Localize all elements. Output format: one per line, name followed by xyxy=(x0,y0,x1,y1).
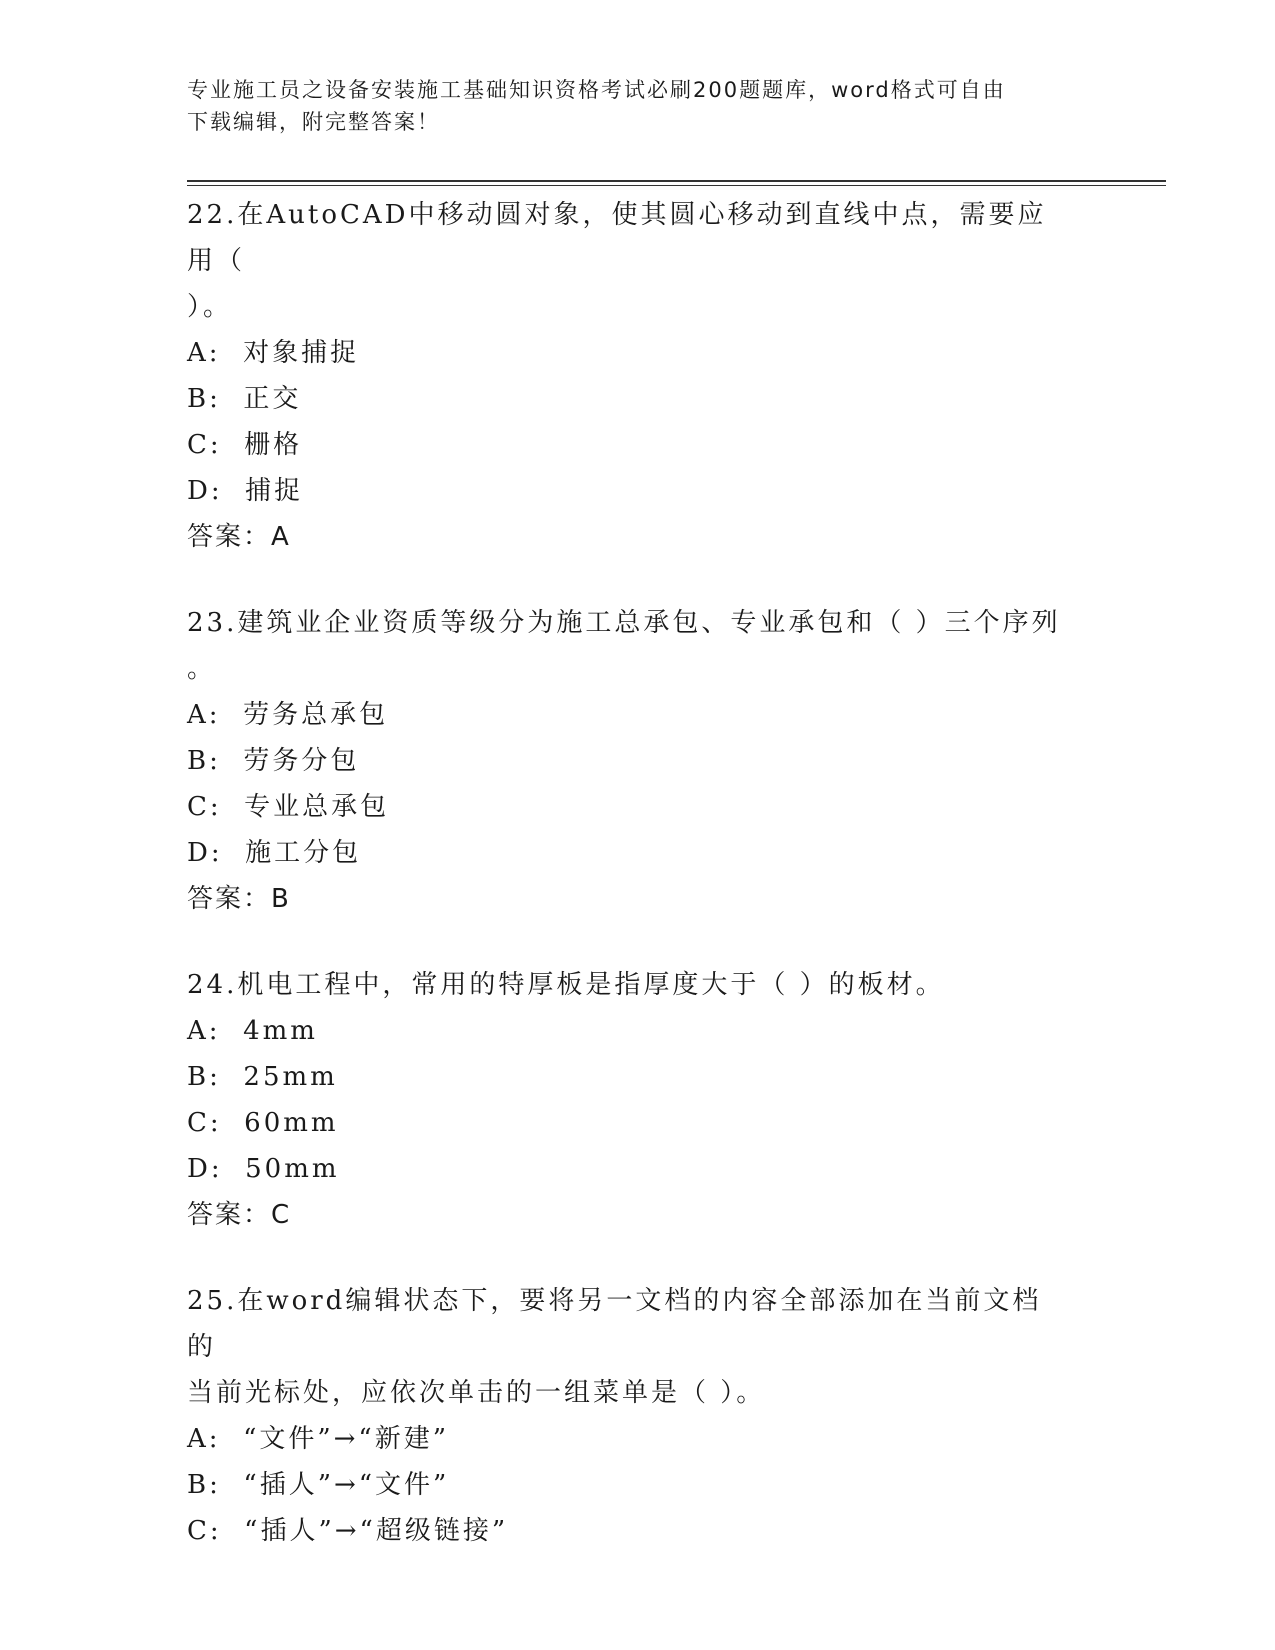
option-c: C: 专业总承包 xyxy=(187,792,390,822)
option-a: A: 劳务总承包 xyxy=(187,700,389,730)
question-stem xyxy=(187,962,1067,1008)
option-c: C: 栅格 xyxy=(187,430,303,460)
option-b: B: 正交 xyxy=(187,384,302,414)
question-stem-line-1: 25.在word编辑状态下，要将另一文档的内容全部添加在当前文档的 xyxy=(187,1286,1042,1362)
header-divider-thin xyxy=(187,185,1166,186)
question-stem-line-1: 22.在AutoCAD中移动圆对象，使其圆心移动到直线中点，需要应用（ xyxy=(187,200,1047,276)
question-list xyxy=(187,192,1167,1594)
header-line-1: 专业施工员之设备安装施工基础知识资格考试必刷200题题库，word格式可自由 xyxy=(187,78,1006,102)
option-d: D: 施工分包 xyxy=(187,838,362,868)
question-23 xyxy=(187,600,1167,922)
option-d: D: 50mm xyxy=(187,1154,340,1184)
question-stem-line-1: 24.机电工程中，常用的特厚板是指厚度大于（ ）的板材。 xyxy=(187,970,945,1000)
option-b: B: 25mm xyxy=(187,1062,338,1092)
option-c: C: 60mm xyxy=(187,1108,339,1138)
answer: 答案：B xyxy=(187,884,291,914)
question-22 xyxy=(187,192,1167,560)
question-stem xyxy=(187,600,1067,692)
header-divider-thick xyxy=(187,180,1166,182)
option-d: D: 捕捉 xyxy=(187,476,304,506)
option-a: A: “文件”→“新建” xyxy=(187,1424,450,1454)
answer: 答案：A xyxy=(187,522,291,552)
option-b: B: “插人”→“文件” xyxy=(187,1470,450,1500)
document-header xyxy=(187,74,1067,138)
question-stem-line-2: 当前光标处，应依次单击的一组菜单是（ ）。 xyxy=(187,1378,766,1408)
header-line-2: 下载编辑，附完整答案！ xyxy=(187,110,440,134)
option-a: A: 4mm xyxy=(187,1016,318,1046)
question-stem xyxy=(187,192,1067,330)
question-stem-line-2: 。 xyxy=(187,654,217,684)
option-c: C: “插人”→“超级链接” xyxy=(187,1516,509,1546)
option-b: B: 劳务分包 xyxy=(187,746,360,776)
question-stem-line-1: 23.建筑业企业资质等级分为施工总承包、专业承包和（ ）三个序列 xyxy=(187,608,1061,638)
option-a: A: 对象捕捉 xyxy=(187,338,360,368)
question-24 xyxy=(187,962,1167,1238)
question-stem-line-2: ）。 xyxy=(187,292,233,322)
question-25 xyxy=(187,1278,1167,1554)
answer: 答案：C xyxy=(187,1200,292,1230)
question-stem xyxy=(187,1278,1067,1416)
